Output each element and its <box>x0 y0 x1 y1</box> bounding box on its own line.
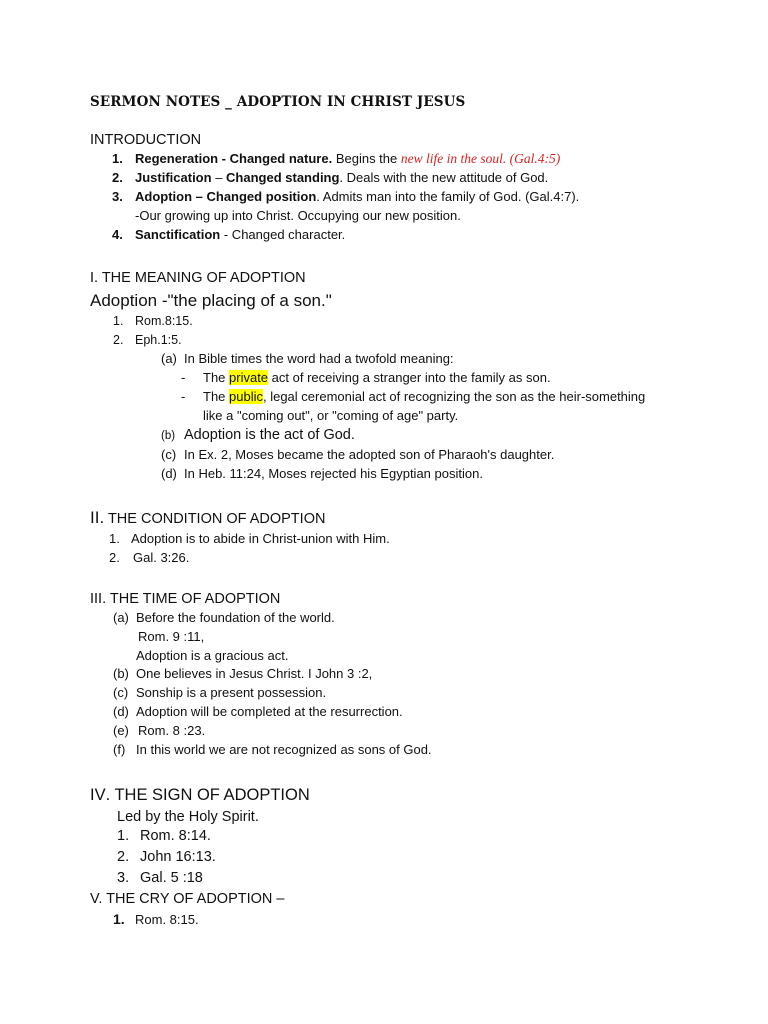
heading-numeral: IV <box>90 786 106 804</box>
intro-item-4 <box>112 226 345 244</box>
list-number: 2. <box>113 333 124 347</box>
item-text: Rom. 8:15. <box>135 912 199 927</box>
heading-numeral: II. <box>90 508 105 527</box>
list-number: 1. <box>109 531 120 546</box>
item-text-2: . Deals with the new attitude of God. <box>339 170 549 185</box>
section-1-point-b <box>161 426 355 445</box>
section-4-item-1 <box>117 827 211 845</box>
section-5-heading: V. THE CRY OF ADOPTION – <box>90 891 285 907</box>
highlighted-word: public <box>229 389 263 404</box>
intro-item-3 <box>112 188 579 206</box>
item-text: Adoption is to abide in Christ-union with Him. <box>131 531 390 546</box>
item-text: . Admits man into the family of God. (Gal.4:7). <box>316 189 580 204</box>
item-text: - Changed character. <box>220 227 346 242</box>
item-bold: Regeneration - Changed nature. <box>135 151 333 166</box>
list-number: 4. <box>112 227 123 242</box>
section-2-item-2 <box>109 549 189 567</box>
point-label: (b) <box>113 666 129 681</box>
dash-marker: - <box>181 389 186 404</box>
list-number: 3. <box>112 189 123 204</box>
point-label: (b) <box>161 430 176 442</box>
item-red-text: new life in the soul. (Gal.4:5) <box>400 151 561 166</box>
section-3-point-d <box>113 703 403 721</box>
item-bold: Adoption – Changed position <box>135 189 317 204</box>
list-number: 2. <box>112 170 123 185</box>
heading-text: . THE SIGN OF ADOPTION <box>105 786 310 804</box>
item-text: – <box>211 170 227 185</box>
section-1-point-d <box>161 465 483 483</box>
section-1-item-2 <box>113 331 182 349</box>
point-label: (c) <box>113 685 129 700</box>
item-text: Begins the <box>332 151 401 166</box>
item-text: Rom. 8:14. <box>140 828 211 844</box>
section-2-heading <box>90 509 325 528</box>
section-1-heading: I. THE MEANING OF ADOPTION <box>90 270 306 286</box>
intro-item-2 <box>112 169 548 187</box>
point-label: (a) <box>113 610 129 625</box>
item-text: Rom.8:15. <box>135 314 193 328</box>
point-label: (c) <box>161 447 177 462</box>
list-number: 2. <box>117 849 130 865</box>
section-4-item-2 <box>117 848 216 866</box>
section-1-point-a <box>161 350 454 368</box>
dash-text-pre: The <box>203 370 230 385</box>
point-label: (f) <box>113 742 126 757</box>
point-text: Rom. 8 :23. <box>138 723 206 738</box>
section-3-point-b <box>113 665 372 683</box>
point-text: Before the foundation of the world. <box>136 610 335 625</box>
intro-heading: INTRODUCTION <box>90 132 202 148</box>
section-1-dash-1 <box>181 369 551 387</box>
section-4-heading <box>90 784 310 806</box>
dash-text-pre: The <box>203 389 230 404</box>
point-label: (d) <box>161 466 177 481</box>
list-number: 3. <box>117 870 130 886</box>
item-bold-2: Changed standing <box>226 170 340 185</box>
section-3-point-c <box>113 684 326 702</box>
point-text: In Ex. 2, Moses became the adopted son of Pharaoh's daughter. <box>184 447 555 462</box>
point-text: Sonship is a present possession. <box>136 685 327 700</box>
section-5-item-1 <box>113 910 199 929</box>
section-1-item-1 <box>113 312 193 330</box>
list-number: 1. <box>112 151 123 166</box>
section-3-point-a-sub-1: Rom. 9 :11, <box>138 629 205 644</box>
list-number: 1. <box>113 911 125 927</box>
dash-marker: - <box>181 370 186 385</box>
section-1-point-c <box>161 446 554 464</box>
point-text: In Heb. 11:24, Moses rejected his Egyptian position. <box>184 466 483 481</box>
section-1-subheading <box>90 290 332 312</box>
point-label: (e) <box>113 723 129 738</box>
section-3-heading: III. THE TIME OF ADOPTION <box>90 591 281 607</box>
list-number: 1. <box>117 828 130 844</box>
section-3-point-a-sub-2: Adoption is a gracious act. <box>136 648 289 663</box>
list-number: 1. <box>113 314 124 328</box>
section-4-item-3 <box>117 869 203 887</box>
section-3-point-e <box>113 722 205 740</box>
subheading-quote: "the placing of a son." <box>167 291 332 310</box>
item-text: Gal. 5 :18 <box>140 870 203 886</box>
section-3-point-f <box>113 741 432 759</box>
subheading-lead: Adoption - <box>90 291 168 310</box>
intro-item-1 <box>112 150 560 168</box>
point-text: One believes in Jesus Christ. I John 3 :2, <box>136 666 373 681</box>
list-number: 2. <box>109 550 120 565</box>
section-4-lead: Led by the Holy Spirit. <box>117 809 259 825</box>
point-text: In this world we are not recognized as sons of God. <box>136 742 432 757</box>
section-3-point-a <box>113 609 335 627</box>
dash-text-post: act of receiving a stranger into the family as son. <box>268 370 551 385</box>
page-title: SERMON NOTES _ ADOPTION IN CHRIST JESUS <box>90 94 466 110</box>
section-1-dash-2-cont: like a "coming out", or "coming of age" party. <box>203 408 459 423</box>
point-label: (d) <box>113 704 129 719</box>
section-2-item-1 <box>109 530 390 548</box>
dash-text-post: , legal ceremonial act of recognizing the son as the heir-something <box>262 389 646 404</box>
point-label: (a) <box>161 351 177 366</box>
section-1-dash-2 <box>181 388 645 406</box>
point-text: Adoption is the act of God. <box>184 427 355 443</box>
item-text: John 16:13. <box>140 849 216 865</box>
item-bold: Justification <box>135 170 212 185</box>
highlighted-word: private <box>229 370 269 385</box>
heading-text: THE CONDITION OF ADOPTION <box>104 511 326 527</box>
intro-item-3-sub: -Our growing up into Christ. Occupying our new position. <box>135 208 461 223</box>
point-text: Adoption will be completed at the resurrection. <box>136 704 403 719</box>
item-bold: Sanctification <box>135 227 221 242</box>
item-text: Gal. 3:26. <box>133 550 190 565</box>
point-text: In Bible times the word had a twofold meaning: <box>184 351 454 366</box>
item-text: Eph.1:5. <box>135 333 182 347</box>
